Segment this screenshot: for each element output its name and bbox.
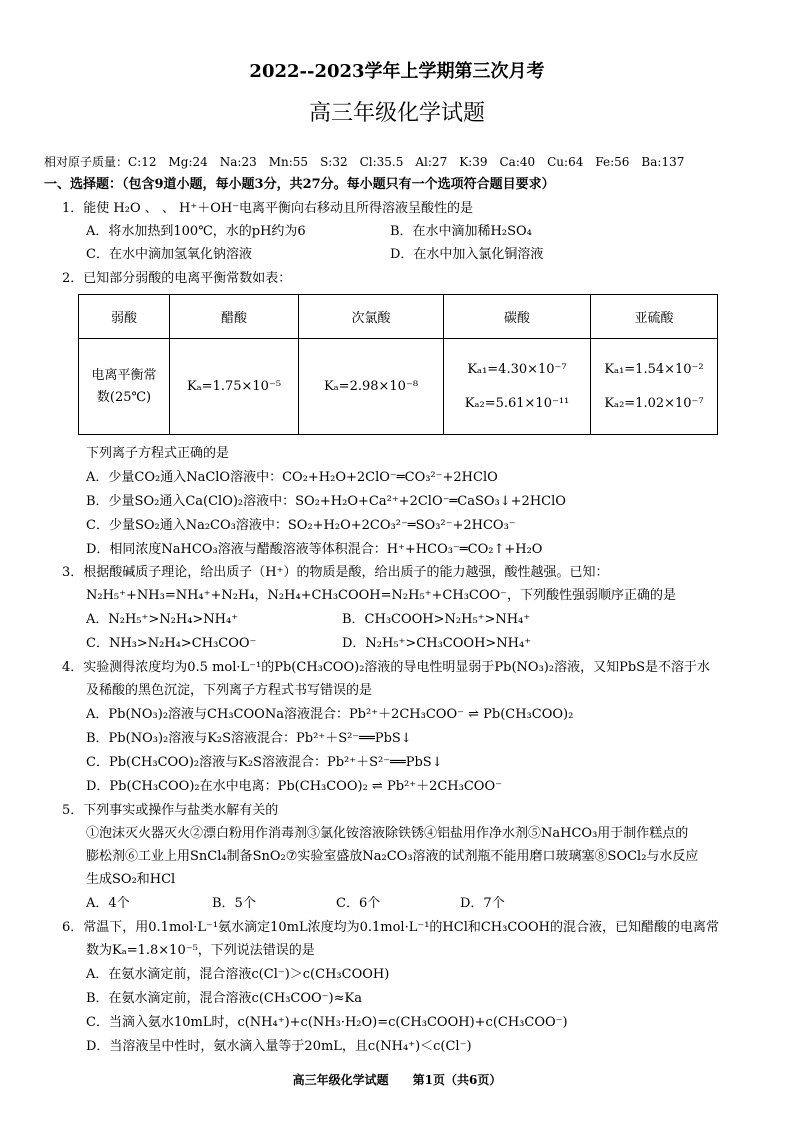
exam-subtitle: 高三年级化学试题 [308,101,485,126]
acetic-ka: Kₐ=1.75×10⁻⁵ [170,339,299,435]
q5-line-1: ①泡沫灭火器灭火②漂白粉用作消毒剂③氯化铵溶液除铁锈④铝盐用作净水剂⑤NaHCO₃用于制作糕点的 [86,826,689,841]
carbonic-ka1: Kₐ₁=4.30×10⁻⁷ [467,361,567,377]
sulfurous-ka2: Kₐ₂=1.02×10⁻⁷ [604,395,704,411]
q4-stem-2: 及稀酸的黑色沉淀，下列离子方程式书写错误的是 [86,683,373,698]
q2-option-a: A．少量CO₂通入NaClO溶液中：CO₂+H₂O+2ClO⁻═CO₃²⁻+2HClO [86,470,498,485]
th-carbonic: 碳酸 [444,295,591,339]
q1-option-b: B．在水中滴加稀H₂SO₄ [390,224,532,239]
q3-option-b: B．CH₃COOH>N₂H₅⁺>NH₄⁺ [342,612,531,627]
th-hypochlorous: 次氯酸 [299,295,444,339]
q3-stem-2: N₂H₅⁺+NH₃=NH₄⁺+N₂H₄，N₂H₄+CH₃COOH=N₂H₅⁺+CH₃COO⁻，下列酸性强弱顺序正确的是 [86,588,677,603]
q1-stem: 1．能使 H₂O 、 、 H⁺＋OH⁻电离平衡向右移动且所得溶液呈酸性的是 [62,201,474,216]
th-acetic: 醋酸 [170,295,299,339]
q5-stem: 5．下列事实或操作与盐类水解有关的 [62,803,279,818]
q4-option-a: A．Pb(NO₃)₂溶液与CH₃COONa溶液混合：Pb²⁺＋2CH₃COO⁻ ⇌ Pb(CH₃COO)₂ [86,707,574,722]
q5-option-a: A．4个 [86,896,130,911]
row-label-1: 电离平衡常 [91,367,157,383]
q3-option-d: D．N₂H₅⁺>CH₃COOH>NH₄⁺ [342,636,532,651]
th-sulfurous: 亚硫酸 [591,295,718,339]
q6-option-a: A．在氨水滴定前，混合溶液c(Cl⁻)＞c(CH₃COOH) [86,967,390,982]
q5-option-b: B．5个 [212,896,256,911]
q2-option-d: D．相同浓度NaHCO₃溶液与醋酸溶液等体积混合：H⁺+HCO₃⁻═CO₂↑+H₂O [86,542,543,557]
row-label-2: 数(25℃) [96,389,152,405]
exam-title: 2022--2023学年上学期第三次月考 [249,61,545,82]
q6-stem: 6．常温下，用0.1mol·L⁻¹氨水滴定10mL浓度均为0.1mol·L⁻¹的HCl和CH₃COOH的混合液，已知醋酸的电离常 [62,920,719,935]
q3-option-c: C．NH₃>N₂H₄>CH₃COO⁻ [86,636,257,651]
carbonic-ka2: Kₐ₂=5.61×10⁻¹¹ [464,395,570,411]
sulfurous-ka1: Kₐ₁=1.54×10⁻² [604,361,704,377]
q4-option-c: C．Pb(CH₃COO)₂溶液与K₂S溶液混合：Pb²⁺＋S²⁻══PbS↓ [86,755,443,770]
q5-option-c: C．6个 [336,896,381,911]
acid-constant-table [78,294,718,435]
atomic-masses: 相对原子质量：C:12 Mg:24 Na:23 Mn:55 S:32 Cl:35.5 Al:27 K:39 Ca:40 Cu:64 Fe:56 Ba:137 [44,155,685,169]
q4-option-d: D．Pb(CH₃COO)₂在水中电离：Pb(CH₃COO)₂ ⇌ Pb²⁺＋2CH₃COO⁻ [86,779,502,794]
row-label [79,339,170,435]
sulfurous-ka [591,339,718,435]
q1-option-a: A．将水加热到100℃，水的pH约为6 [86,224,306,239]
page-footer: 高三年级化学试题 第1页（共6页） [292,1073,502,1087]
q6-option-b: B．在氨水滴定前，混合溶液c(CH₃COO⁻)≈Ka [86,991,362,1006]
q4-option-b: B．Pb(NO₃)₂溶液与K₂S溶液混合：Pb²⁺＋S²⁻══PbS↓ [86,731,412,746]
q3-option-a: A．N₂H₅⁺>N₂H₄>NH₄⁺ [86,612,239,627]
q4-stem: 4．实验测得浓度均为0.5 mol·L⁻¹的Pb(CH₃COO)₂溶液的导电性明显弱于Pb(NO₃)₂溶液，又知PbS是不溶于水 [62,660,711,675]
th-acid: 弱酸 [79,295,170,339]
q5-line-2: 膨松剂⑥工业上用SnCl₄制备SnO₂⑦实验室盛放Na₂CO₃溶液的试剂瓶不能用磨口玻璃塞⑧SOCl₂与水反应 [86,849,699,864]
q2-option-b: B．少量SO₂通入Ca(ClO)₂溶液中：SO₂+H₂O+Ca²⁺+2ClO⁻═CaSO₃↓+2HClO [86,494,566,509]
q6-option-c: C．当滴入氨水10mL时，c(NH₄⁺)+c(NH₃·H₂O)=c(CH₃COOH)+c(CH₃COO⁻) [86,1015,568,1030]
q2-option-c: C．少量SO₂通入Na₂CO₃溶液中：SO₂+H₂O+2CO₃²⁻═SO₃²⁻+2HCO₃⁻ [86,518,516,533]
q1-option-c: C．在水中滴加氢氧化钠溶液 [86,247,252,262]
q6-option-d: D．当溶液呈中性时，氨水滴入量等于20mL，且c(NH₄⁺)＜c(Cl⁻) [86,1039,472,1054]
carbonic-ka [444,339,591,435]
q5-option-d: D．7个 [460,896,505,911]
q5-line-3: 生成SO₂和HCl [86,872,176,887]
hypochlorous-ka: Kₐ=2.98×10⁻⁸ [299,339,444,435]
section-heading: 一、选择题：（包含9道小题，每小题3分，共27分。每小题只有一个选项符合题目要求） [44,177,555,192]
q2-lead: 下列离子方程式正确的是 [86,446,230,461]
q6-stem-2: 数为Kₐ=1.8×10⁻⁵，下列说法错误的是 [86,943,315,958]
q2-stem: 2．已知部分弱酸的电离平衡常数如表： [62,271,292,286]
q3-stem: 3．根据酸碱质子理论，给出质子（H⁺）的物质是酸，给出质子的能力越强，酸性越强。已知： [62,565,609,580]
q1-option-d: D．在水中加入氯化铜溶液 [390,247,544,262]
